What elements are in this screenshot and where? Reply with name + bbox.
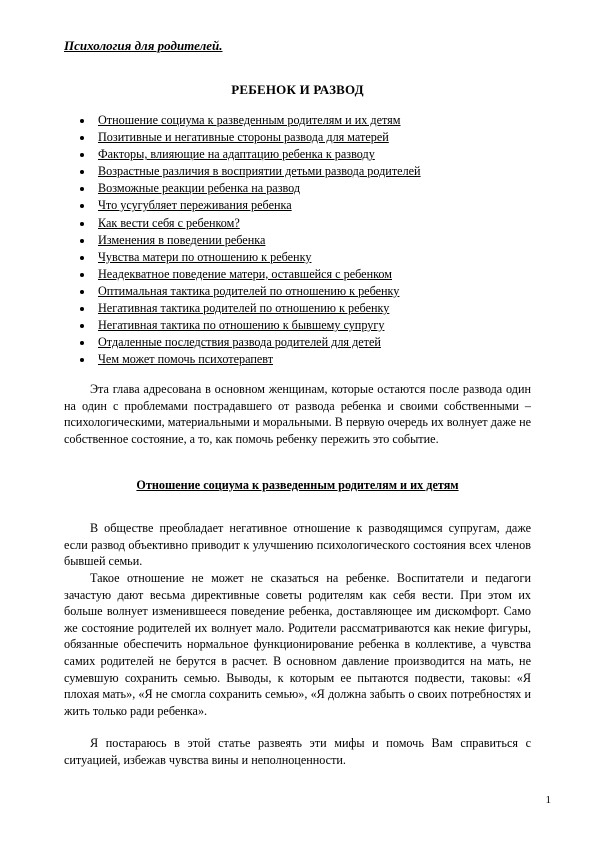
toc-item — [80, 317, 421, 334]
toc-item — [80, 232, 421, 249]
page-header: Психология для родителей. — [64, 38, 223, 53]
bullet-icon — [80, 153, 84, 157]
bullet-icon — [80, 256, 84, 260]
toc-link[interactable]: Неадекватное поведение матери, оставшейся с ребенком — [98, 266, 392, 281]
toc-link[interactable]: Отдаленные последствия развода родителей для детей — [98, 335, 381, 350]
toc-item — [80, 266, 421, 283]
bullet-icon — [80, 119, 84, 123]
toc-link[interactable]: Возможные реакции ребенка на развод — [98, 181, 301, 196]
bullet-icon — [80, 290, 84, 294]
document-title: РЕБЕНОК И РАЗВОД — [231, 82, 364, 97]
bullet-icon — [80, 204, 84, 208]
bullet-icon — [80, 358, 84, 362]
toc-item — [80, 163, 421, 180]
bullet-icon — [80, 273, 84, 277]
intro-paragraph: Эта глава адресована в основном женщинам, которые остаются после развода один на один с проблемами пострадавшего от развода ребенка и своими собственными – психологическими, материальными и моральными. В первую очередь их волнует даже не собственное состояние, а то, как помочь ребенку пережить это событие. — [64, 382, 531, 446]
bullet-icon — [80, 307, 84, 311]
bullet-icon — [80, 187, 84, 191]
toc-item — [80, 197, 421, 214]
toc-item — [80, 112, 421, 129]
toc-link[interactable]: Факторы, влияющие на адаптацию ребенка к разводу — [98, 147, 375, 162]
toc-item — [80, 249, 421, 266]
bullet-icon — [80, 136, 84, 140]
bullet-icon — [80, 324, 84, 328]
bullet-icon — [80, 170, 84, 174]
page-number: 1 — [545, 794, 551, 806]
body-paragraph: Такое отношение не может не сказаться на ребенке. Воспитатели и педагоги зачастую дают весьма директивные советы родителям как себя вести. При этом их больше волнует изменившееся поведение ребенка, доставляющее им дискомфорт. Само же состояние родителей их волнует мало. Родители рассматриваются как некие фигуры, обязанные обеспечить нормальное функционирование ребенка в коллективе, а чувства самих родителей не берутся в расчет. В основном давление производится на мать, не сумевшую сохранить семью. Выводы, к которым ее пытаются подвести, таковы: «Я плохая мать», «Я не смогла сохранить семью», «Я должна забыть о своих потребностях и жить только ради ребенка». — [64, 571, 531, 718]
toc-item — [80, 283, 421, 300]
toc-link[interactable]: Негативная тактика родителей по отношению к ребенку — [98, 301, 390, 316]
bullet-icon — [80, 222, 84, 226]
toc-item — [80, 215, 421, 232]
toc-item — [80, 129, 421, 146]
toc-item — [80, 180, 421, 197]
toc-item — [80, 146, 421, 163]
toc-link[interactable]: Оптимальная тактика родителей по отношению к ребенку — [98, 283, 400, 298]
bullet-icon — [80, 239, 84, 243]
toc-link[interactable]: Отношение социума к разведенным родителям и их детям — [98, 113, 401, 127]
toc-link[interactable]: Чувства матери по отношению к ребенку — [98, 249, 312, 264]
section-title: Отношение социума к разведенным родителям и их детям — [136, 478, 459, 492]
toc-link[interactable]: Негативная тактика по отношению к бывшему супругу — [98, 318, 385, 333]
toc-item — [80, 334, 421, 351]
bullet-icon — [80, 341, 84, 345]
toc-link[interactable]: Возрастные различия в восприятии детьми развода родителей — [98, 164, 421, 179]
toc-item — [80, 351, 421, 368]
body-paragraph: Я постараюсь в этой статье развеять эти мифы и помочь Вам справиться с ситуацией, избежав чувства вины и неполноценности. — [64, 736, 531, 767]
toc-link[interactable]: Чем может помочь психотерапевт — [98, 352, 274, 367]
body-paragraph: В обществе преобладает негативное отношение к разводящимся супругам, даже если развод объективно приводит к улучшению психологического состояния всех членов бывшей семьи. — [64, 521, 531, 569]
toc-link[interactable]: Как вести себя с ребенком? — [98, 215, 240, 230]
table-of-contents — [80, 112, 421, 368]
toc-link[interactable]: Изменения в поведении ребенка — [98, 232, 266, 247]
toc-link[interactable]: Позитивные и негативные стороны развода для матерей — [98, 130, 389, 145]
toc-item — [80, 300, 421, 317]
toc-link[interactable]: Что усугубляет переживания ребенка — [98, 198, 292, 213]
